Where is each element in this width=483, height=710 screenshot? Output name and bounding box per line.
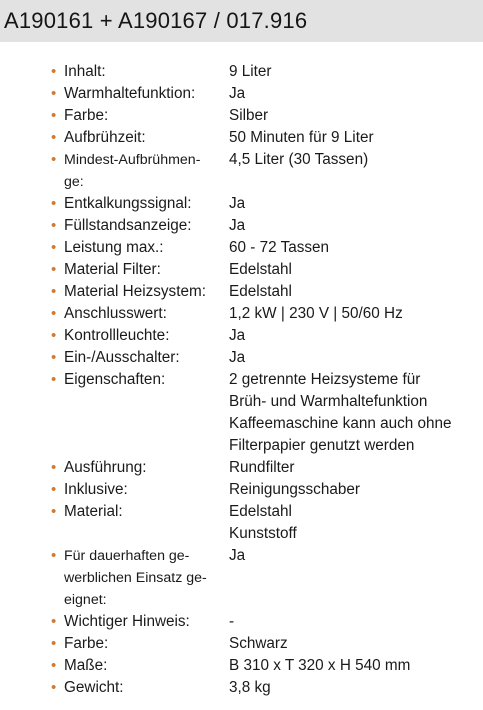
spec-value-line: 50 Minuten für 9 Liter: [229, 129, 374, 146]
spec-value-line: 2 getrennte Heizsysteme für: [229, 371, 421, 388]
spec-label: Ausführung:: [64, 459, 147, 476]
spec-label-line: werblichen Einsatz ge-: [64, 570, 207, 586]
spec-label: Füllstandsanzeige:: [64, 217, 192, 234]
spec-label: Gewicht:: [64, 679, 124, 696]
spec-value: [229, 83, 245, 105]
spec-value-line: B 310 x T 320 x H 540 mm: [229, 657, 411, 674]
bullet-icon: •: [51, 261, 57, 278]
spec-value: [229, 303, 403, 325]
bullet-icon: •: [51, 481, 57, 498]
spec-value-line: Ja: [229, 85, 246, 102]
spec-value: [229, 545, 245, 567]
spec-label: Entkalkungssignal:: [64, 195, 192, 212]
spec-value: [229, 105, 268, 127]
spec-label: Material:: [64, 503, 123, 520]
bullet-icon: •: [51, 63, 57, 80]
spec-label-line: ge:: [64, 174, 84, 190]
spec-label: Warmhaltefunktion:: [64, 85, 196, 102]
spec-label: Inhalt:: [64, 63, 106, 80]
spec-label: Farbe:: [64, 107, 109, 124]
spec-value-line: Rundfilter: [229, 459, 295, 476]
bullet-icon: •: [51, 305, 57, 322]
spec-value: [229, 501, 297, 545]
spec-label-line: Für dauerhaften ge-: [64, 548, 190, 564]
spec-value-line: 60 - 72 Tassen: [229, 239, 330, 256]
spec-value: [229, 325, 245, 347]
spec-value-line: Edelstahl: [229, 261, 292, 278]
spec-value: [229, 369, 452, 457]
spec-value-line: 4,5 Liter (30 Tassen): [229, 151, 369, 168]
bullet-icon: •: [51, 547, 57, 564]
spec-label: [64, 149, 224, 193]
bullet-icon: •: [51, 129, 57, 146]
bullet-icon: •: [51, 283, 57, 300]
spec-value: [229, 149, 368, 171]
spec-value-line: 9 Liter: [229, 63, 272, 80]
spec-value: [229, 655, 410, 677]
spec-label: Kontrollleuchte:: [64, 327, 170, 344]
bullet-icon: •: [51, 349, 57, 366]
bullet-icon: •: [51, 657, 57, 674]
spec-value-line: Kaffeemaschine kann auch ohne: [229, 415, 452, 432]
bullet-icon: •: [51, 327, 57, 344]
spec-label: Aufbrühzeit:: [64, 129, 146, 146]
spec-label-line: Mindest-Aufbrühmen-: [64, 152, 201, 168]
bullet-icon: •: [51, 371, 57, 388]
spec-value-line: Silber: [229, 107, 269, 124]
bullet-icon: •: [51, 503, 57, 520]
spec-value-line: -: [229, 613, 235, 630]
spec-label: Leistung max.:: [64, 239, 164, 256]
spec-value-line: Kunststoff: [229, 525, 297, 542]
spec-value: [229, 127, 374, 149]
spec-value: [229, 457, 294, 479]
bullet-icon: •: [51, 195, 57, 212]
bullet-icon: •: [51, 635, 57, 652]
spec-value-line: Edelstahl: [229, 503, 292, 520]
spec-label: Material Heizsystem:: [64, 283, 206, 300]
bullet-icon: •: [51, 85, 57, 102]
bullet-icon: •: [51, 107, 57, 124]
bullet-icon: •: [51, 151, 57, 168]
bullet-icon: •: [51, 239, 57, 256]
spec-value: [229, 215, 245, 237]
spec-value: [229, 479, 360, 501]
spec-value-line: Ja: [229, 195, 246, 212]
spec-value-line: Ja: [229, 547, 246, 564]
spec-label: Eigenschaften:: [64, 371, 166, 388]
bullet-icon: •: [51, 459, 57, 476]
bullet-icon: •: [51, 679, 57, 696]
spec-value-line: Schwarz: [229, 635, 288, 652]
spec-value-line: Edelstahl: [229, 283, 292, 300]
spec-label: Inklusive:: [64, 481, 128, 498]
spec-label-line: eignet:: [64, 592, 107, 608]
spec-label: Maße:: [64, 657, 108, 674]
spec-value-line: 1,2 kW | 230 V | 50/60 Hz: [229, 305, 403, 322]
spec-label: [64, 545, 224, 611]
spec-label: Ein-/Ausschalter:: [64, 349, 180, 366]
spec-value-line: Ja: [229, 349, 246, 366]
spec-value-line: Ja: [229, 327, 246, 344]
spec-label: Anschlusswert:: [64, 305, 167, 322]
bullet-icon: •: [51, 217, 57, 234]
spec-value: [229, 281, 292, 303]
spec-value-line: Reinigungsschaber: [229, 481, 360, 498]
spec-value: [229, 237, 329, 259]
spec-value-line: Brüh- und Warmhaltefunktion: [229, 393, 428, 410]
spec-value: [229, 193, 245, 215]
spec-value: [229, 347, 245, 369]
spec-label: Farbe:: [64, 635, 109, 652]
spec-value: [229, 61, 272, 83]
spec-value: [229, 611, 234, 633]
spec-label: Material Filter:: [64, 261, 161, 278]
spec-value: [229, 259, 292, 281]
spec-value-line: Ja: [229, 217, 246, 234]
bullet-icon: •: [51, 613, 57, 630]
spec-value-line: 3,8 kg: [229, 679, 271, 696]
product-header: [0, 0, 483, 42]
spec-value: [229, 633, 288, 655]
spec-value-line: Filterpapier genutzt werden: [229, 437, 415, 454]
product-code-title: A190161 + A190167 / 017.916: [4, 8, 308, 33]
spec-label: Wichtiger Hinweis:: [64, 613, 190, 630]
spec-value: [229, 677, 271, 699]
